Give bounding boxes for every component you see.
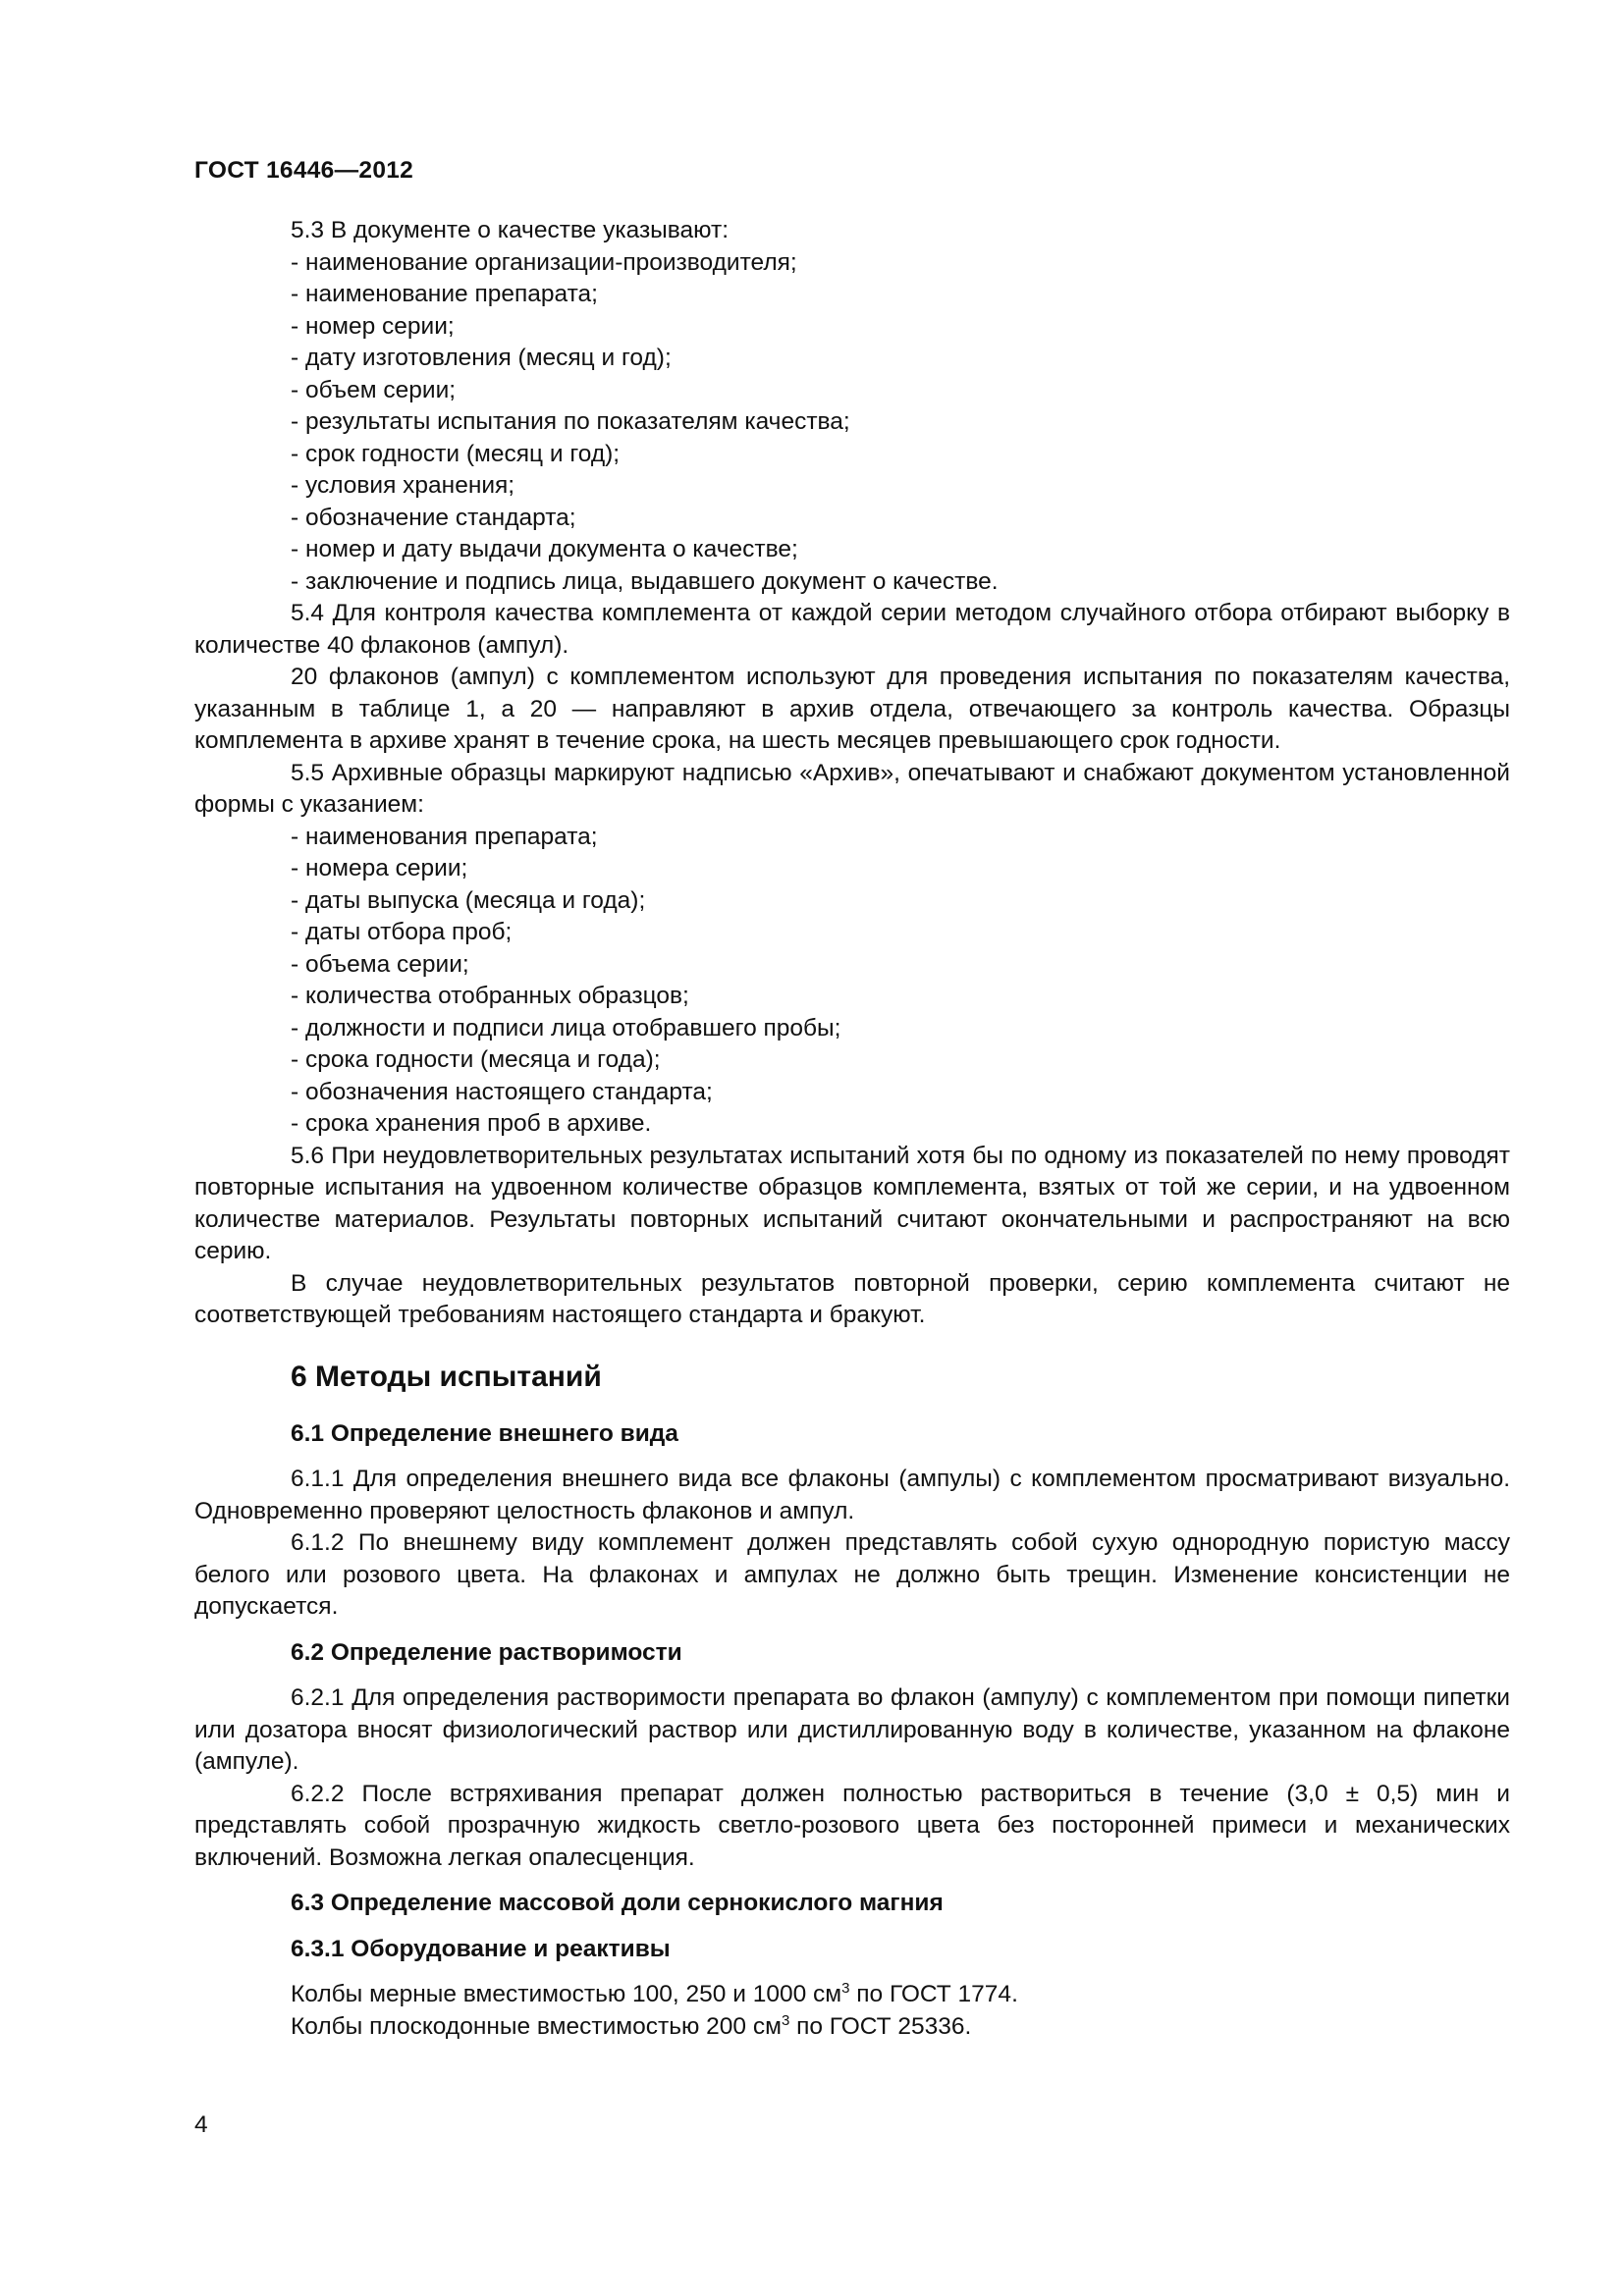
- document-body: [194, 215, 1510, 2043]
- equipment-line-2-text: Колбы плоскодонные вместимостью 200 см: [291, 2012, 782, 2040]
- list-item: - номер и дату выдачи документа о качестве;: [291, 536, 798, 562]
- equipment-line-2: [194, 2011, 1510, 2044]
- section-6-2-heading: 6.2 Определение растворимости: [291, 1638, 682, 1666]
- section-6-2-2-paragraph: 6.2.2 После встряхивания препарат должен полностью раствориться в течение (3,0 ± 0,5) мин и представлять собой прозрачную жидкость светло-розового цвета без посторонней примеси и механических включений. Возможна легкая опалесценция.: [194, 1780, 1510, 1871]
- list-item: - наименования препарата;: [291, 823, 598, 850]
- section-6-2-1-paragraph: 6.2.1 Для определения растворимости препарата во флакон (ампулу) с комплементом при помощи пипетки или дозатора вносят физиологический раствор или дистиллированную воду в количестве, указанном на флаконе (ампуле).: [194, 1684, 1510, 1775]
- section-5-5-intro: 5.5 Архивные образцы маркируют надписью «Архив», опечатывают и снабжают документом установленной формы с указанием:: [194, 759, 1510, 818]
- section-5-4-paragraph: 5.4 Для контроля качества комплемента от каждой серии методом случайного отбора отбирают выборку в количестве 40 флаконов (ампул).: [194, 600, 1510, 659]
- section-5-3-list: [194, 247, 1510, 599]
- list-item: - даты отбора проб;: [291, 919, 513, 945]
- list-item: - срока хранения проб в архиве.: [291, 1110, 652, 1137]
- equipment-line-1-tail: по ГОСТ 1774.: [849, 1981, 1018, 2007]
- page-number: 4: [194, 2111, 208, 2138]
- list-item: - дату изготовления (месяц и год);: [291, 345, 672, 371]
- list-item: - даты выпуска (месяца и года);: [291, 886, 646, 914]
- list-item: - количества отобранных образцов;: [291, 983, 689, 1009]
- list-item: - наименование препарата;: [291, 281, 598, 307]
- equipment-line-1-text: Колбы мерные вместимостью 100, 250 и 1000 см: [291, 1981, 842, 2007]
- list-item: - условия хранения;: [291, 472, 515, 499]
- section-6-heading: 6 Методы испытаний: [291, 1360, 602, 1393]
- section-5-3-intro: 5.3 В документе о качестве указывают:: [291, 217, 730, 243]
- list-item: - результаты испытания по показателям качества;: [291, 408, 850, 435]
- section-6-3-1-heading: 6.3.1 Оборудование и реактивы: [291, 1935, 671, 1962]
- superscript-cubic: 3: [781, 2011, 790, 2029]
- list-item: - наименование организации-производителя;: [291, 248, 797, 276]
- section-5-5-list: [194, 822, 1510, 1141]
- list-item: - номера серии;: [291, 855, 468, 881]
- list-item: - номер серии;: [291, 312, 455, 340]
- list-item: - объем серии;: [291, 376, 457, 403]
- superscript-cubic: 3: [841, 1980, 850, 1997]
- list-item: - заключение и подпись лица, выдавшего документ о качестве.: [291, 567, 999, 595]
- equipment-line-2-tail: по ГОСТ 25336.: [789, 2012, 972, 2040]
- list-item: - объема серии;: [291, 950, 469, 978]
- section-5-6-paragraph-2: В случае неудовлетворительных результатов повторной проверки, серию комплемента считают не соответствующей требованиям настоящего стандарта и бракуют.: [194, 1269, 1510, 1328]
- equipment-line-1: [194, 1979, 1510, 2011]
- list-item: - обозначения настоящего стандарта;: [291, 1078, 713, 1105]
- section-6-1-2-paragraph: 6.1.2 По внешнему виду комплемент должен представлять собой сухую однородную пористую массу белого или розового цвета. На флаконах и ампулах не должно быть трещин. Изменение консистенции не допускается.: [194, 1529, 1510, 1620]
- list-item: - обозначение стандарта;: [291, 504, 576, 531]
- document-header: ГОСТ 16446—2012: [194, 157, 414, 184]
- section-5-4-paragraph-2: 20 флаконов (ампул) с комплементом используют для проведения испытания по показателям качества, указанным в таблице 1, а 20 — направляют в архив отдела, отвечающего за контроль качества. Образцы комплемента в архиве хранят в течение срока, на шесть месяцев превышающего срок годности.: [194, 664, 1510, 754]
- section-6-1-heading: 6.1 Определение внешнего вида: [291, 1419, 678, 1447]
- list-item: - срока годности (месяца и года);: [291, 1046, 661, 1073]
- section-6-1-1-paragraph: 6.1.1 Для определения внешнего вида все флаконы (ампулы) с комплементом просматривают визуально. Одновременно проверяют целостность флаконов и ампул.: [194, 1466, 1510, 1524]
- section-6-3-heading: 6.3 Определение массовой доли сернокислого магния: [291, 1890, 944, 1916]
- list-item: - срок годности (месяц и год);: [291, 440, 621, 467]
- section-5-6-paragraph: 5.6 При неудовлетворительных результатах испытаний хотя бы по одному из показателей по нему проводят повторные испытания на удвоенном количестве образцов комплемента, взятых от той же серии, и на удвоенном количестве материалов. Результаты повторных испытаний считают окончательными и распространяют на всю серию.: [194, 1142, 1510, 1264]
- list-item: - должности и подписи лица отобравшего пробы;: [291, 1014, 841, 1041]
